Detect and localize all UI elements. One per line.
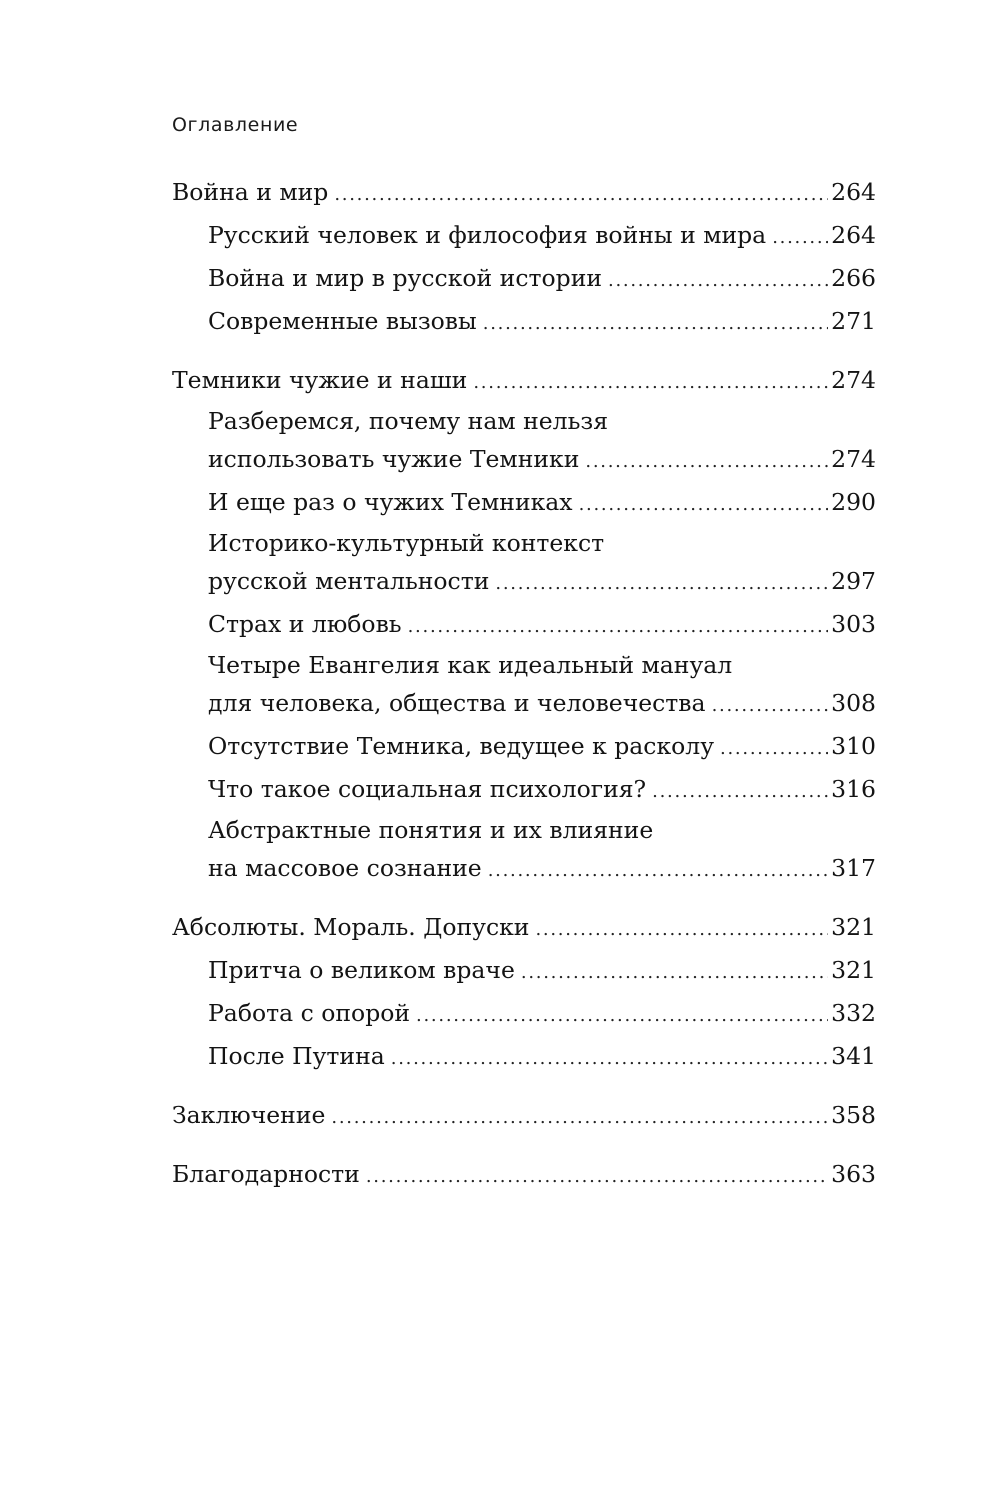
toc-entry-title: Притча о великом враче — [208, 956, 515, 984]
dot-leader — [366, 1157, 828, 1197]
toc-entry-title: на массовое сознание — [208, 854, 482, 882]
toc-subentry[interactable] — [172, 258, 876, 301]
dot-leader — [488, 851, 828, 891]
toc-entry-title: Страх и любовь — [208, 610, 402, 638]
dot-leader — [712, 686, 829, 726]
toc-page-number: 274 — [831, 445, 876, 473]
toc-subentry[interactable] — [172, 403, 876, 482]
toc-entry-title: Что такое социальная психология? — [208, 775, 647, 803]
toc-page-number: 317 — [831, 854, 876, 882]
dot-leader — [331, 1098, 828, 1138]
toc-subentry[interactable] — [172, 604, 876, 647]
toc-page-number: 271 — [831, 307, 876, 335]
toc-subentry[interactable] — [172, 1036, 876, 1079]
toc-entry-voina-i-mir[interactable] — [172, 172, 876, 215]
toc-entry-title: Абсолюты. Мораль. Допуски — [172, 913, 530, 941]
toc-page-number: 297 — [831, 567, 876, 595]
toc-entry-temniki[interactable] — [172, 360, 876, 403]
toc-subentry[interactable] — [172, 812, 876, 891]
dot-leader — [772, 218, 828, 258]
dot-leader — [495, 564, 828, 604]
toc-page-number: 308 — [831, 689, 876, 717]
toc-page-number: 358 — [831, 1101, 876, 1129]
toc-entry-title: Заключение — [172, 1101, 326, 1129]
dot-leader — [535, 910, 828, 950]
toc-entry-title-line1: Четыре Евангелия как идеальный мануал — [208, 651, 733, 679]
toc-subentry[interactable] — [172, 525, 876, 604]
toc-subentry[interactable] — [172, 993, 876, 1036]
toc-entry-line2 — [208, 561, 876, 604]
toc-subentry[interactable] — [172, 726, 876, 769]
toc-entry-title: Благодарности — [172, 1160, 360, 1188]
toc-entry-title: Работа с опорой — [208, 999, 411, 1027]
toc-entry-zaklyuchenie[interactable] — [172, 1095, 876, 1138]
toc-entry-blagodarnosti[interactable] — [172, 1154, 876, 1197]
dot-leader — [579, 485, 829, 525]
dot-leader — [608, 261, 828, 301]
toc-page-number: 264 — [831, 221, 876, 249]
dot-leader — [408, 607, 829, 647]
toc-entry-line2 — [208, 683, 876, 726]
dot-leader — [720, 729, 828, 769]
dot-leader — [483, 304, 828, 344]
toc-entry-title-line1: Абстрактные понятия и их влияние — [208, 816, 654, 844]
toc-subentry[interactable] — [172, 482, 876, 525]
toc-page-number: 274 — [831, 366, 876, 394]
dot-leader — [334, 175, 828, 215]
toc-page-number: 332 — [831, 999, 876, 1027]
toc-entry-absolyuty[interactable] — [172, 907, 876, 950]
toc-page-number: 321 — [831, 913, 876, 941]
toc-subentry[interactable] — [172, 215, 876, 258]
toc-page-number: 363 — [831, 1160, 876, 1188]
dot-leader — [652, 772, 828, 812]
toc-subentry[interactable] — [172, 950, 876, 993]
table-of-contents — [172, 172, 876, 1197]
toc-entry-title: использовать чужие Темники — [208, 445, 580, 473]
toc-subentry[interactable] — [172, 301, 876, 344]
toc-entry-title: После Путина — [208, 1042, 385, 1070]
dot-leader — [473, 363, 828, 403]
dot-leader — [521, 953, 828, 993]
toc-subentry[interactable] — [172, 647, 876, 726]
toc-page-number: 341 — [831, 1042, 876, 1070]
toc-entry-title: Война и мир в русской истории — [208, 264, 603, 292]
toc-page-number: 290 — [831, 488, 876, 516]
toc-page-number: 310 — [831, 732, 876, 760]
dot-leader — [585, 442, 828, 482]
toc-page-number: 303 — [831, 610, 876, 638]
toc-entry-line2 — [208, 848, 876, 891]
toc-page-number: 266 — [831, 264, 876, 292]
page-header: Оглавление — [172, 114, 299, 136]
toc-entry-title: для человека, общества и человечества — [208, 689, 706, 717]
dot-leader — [416, 996, 828, 1036]
toc-page-number: 321 — [831, 956, 876, 984]
toc-entry-title: Война и мир — [172, 178, 329, 206]
dot-leader — [391, 1039, 828, 1079]
toc-page-number: 316 — [831, 775, 876, 803]
toc-entry-title: Русский человек и философия войны и мира — [208, 221, 767, 249]
toc-entry-title: Темники чужие и наши — [172, 366, 468, 394]
toc-entry-title-line1: Историко-культурный контекст — [208, 529, 605, 557]
toc-subentry[interactable] — [172, 769, 876, 812]
toc-entry-title: Современные вызовы — [208, 307, 477, 335]
toc-entry-title-line1: Разберемся, почему нам нельзя — [208, 407, 609, 435]
toc-entry-title: русской ментальности — [208, 567, 490, 595]
toc-page-number: 264 — [831, 178, 876, 206]
toc-entry-title: Отсутствие Темника, ведущее к расколу — [208, 732, 715, 760]
toc-entry-title: И еще раз о чужих Темниках — [208, 488, 573, 516]
toc-entry-line2 — [208, 439, 876, 482]
